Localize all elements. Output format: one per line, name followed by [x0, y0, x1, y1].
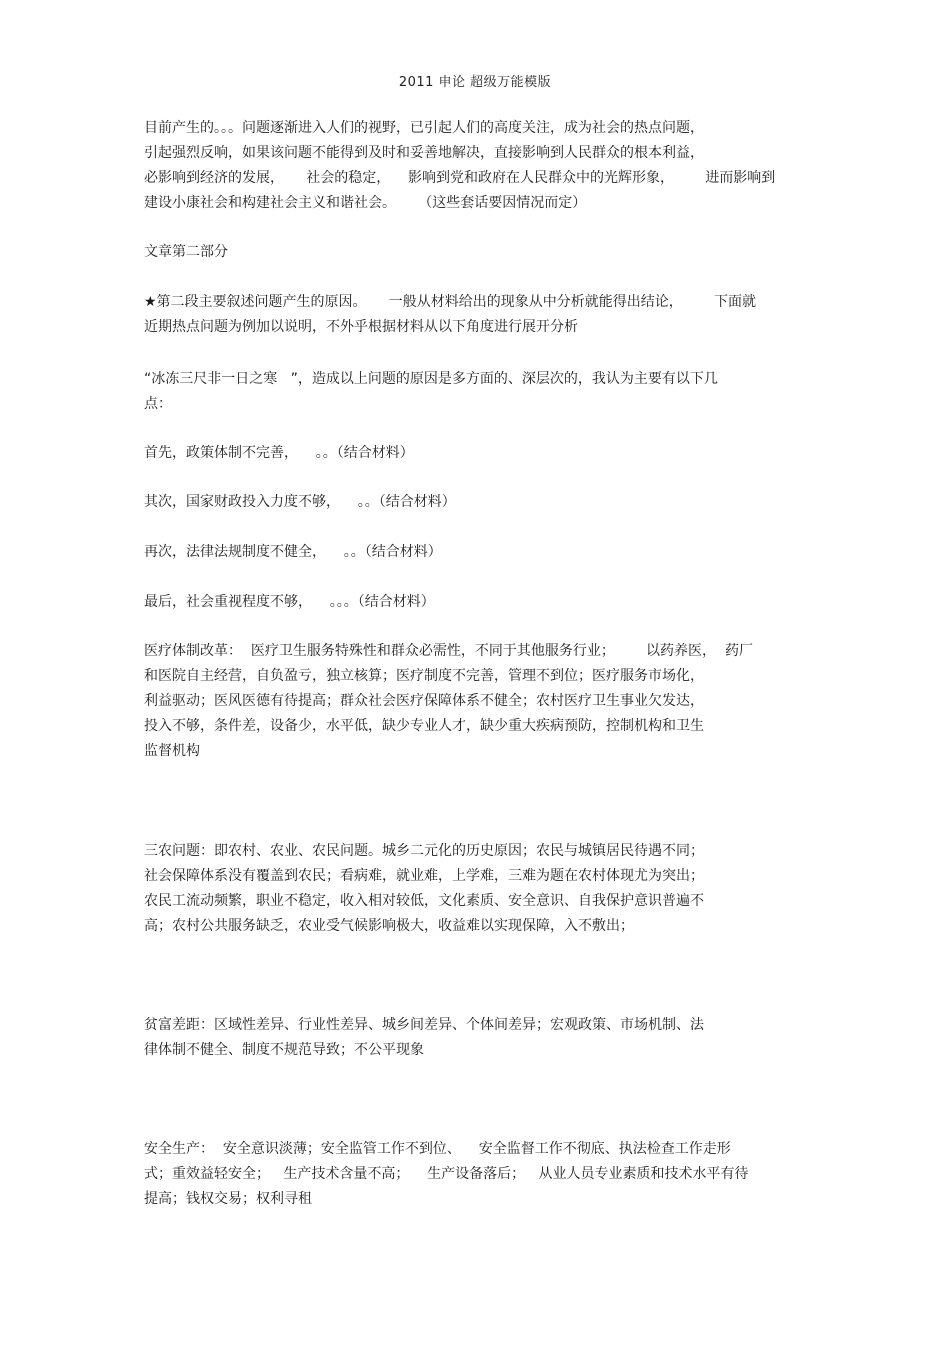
page-header: 2011 申论 超级万能模版: [398, 75, 552, 90]
text-line: 最后，社会重视程度不够， 。。。（结合材料）: [144, 594, 435, 610]
text-line: 贫富差距：区域性差异、行业性差异、城乡间差异、个体间差异；宏观政策、市场机制、法: [144, 1017, 704, 1033]
text-line: 必影响到经济的发展， 社会的稳定， 影响到党和政府在人民群众中的光辉形象， 进而影响到: [144, 170, 776, 186]
text-line: 文章第二部分: [144, 244, 228, 260]
safety-production-paragraph: [144, 1137, 814, 1212]
text-line: 安全生产： 安全意识淡薄；安全监管工作不到位、 安全监督工作不彻底、执法检查工作走形: [144, 1141, 731, 1157]
proverb-paragraph: [144, 367, 814, 417]
text-line: 社会保障体系没有覆盖到农民；看病难，就业难，上学难，三难为题在农村体现尤为突出；: [144, 868, 704, 884]
text-line: 医疗体制改革： 医疗卫生服务特殊性和群众必需性，不同于其他服务行业； 以药养医， 药厂: [144, 643, 753, 659]
text-line: 再次，法律法规制度不健全， 。。（结合材料）: [144, 544, 442, 560]
section-heading: [144, 240, 814, 265]
text-line: 高；农村公共服务缺乏，农业受气候影响极大，收益难以实现保障，入不敷出；: [144, 918, 634, 934]
fourth-reason: [144, 590, 814, 615]
text-line: 首先，政策体制不完善， 。。（结合材料）: [144, 445, 414, 461]
text-line: 提高；钱权交易；权利寻租: [144, 1191, 312, 1207]
text-line: 其次，国家财政投入力度不够， 。。（结合材料）: [144, 494, 456, 510]
text-line: 农民工流动频繁，职业不稳定，收入相对较低，文化素质、安全意识、自我保护意识普遍不: [144, 893, 704, 909]
second-reason: [144, 490, 814, 515]
first-reason: [144, 441, 814, 466]
third-reason: [144, 540, 814, 565]
text-line: 三农问题：即农村、农业、农民问题。城乡二元化的历史原因；农民与城镇居民待遇不同；: [144, 843, 704, 859]
text-line: 点：: [144, 396, 172, 412]
text-line: ★第二段主要叙述问题产生的原因。 一般从材料给出的现象从中分析就能得出结论， 下面就: [144, 294, 756, 310]
text-line: 利益驱动；医风医德有待提高；群众社会医疗保障体系不健全；农村医疗卫生事业欠发达，: [144, 693, 704, 709]
text-line: 式；重效益轻安全； 生产技术含量不高； 生产设备落后； 从业人员专业素质和技术水平有待: [144, 1166, 749, 1182]
three-rural-paragraph: [144, 839, 814, 939]
text-line: 目前产生的。。。问题逐渐进入人们的视野，已引起人们的高度关注，成为社会的热点问题，: [144, 120, 704, 136]
text-line: 监督机构: [144, 743, 200, 759]
text-line: 建设小康社会和构建社会主义和谐社会。 （这些套话要因情况而定）: [144, 195, 587, 211]
text-line: 引起强烈反响，如果该问题不能得到及时和妥善地解决，直接影响到人民群众的根本利益，: [144, 145, 704, 161]
text-line: 和医院自主经营，自负盈亏，独立核算；医疗制度不完善，管理不到位；医疗服务市场化，: [144, 668, 704, 684]
text-line: 律体制不健全、制度不规范导致；不公平现象: [144, 1042, 424, 1058]
cause-intro-paragraph: [144, 290, 814, 340]
wealth-gap-paragraph: [144, 1013, 814, 1063]
text-line: “冰冻三尺非一日之寒 ”，造成以上问题的原因是多方面的、深层次的，我认为主要有以下几: [144, 371, 718, 387]
medical-reform-paragraph: [144, 639, 814, 764]
intro-paragraph: [144, 116, 814, 216]
text-line: 近期热点问题为例加以说明，不外乎根据材料从以下角度进行展开分析: [144, 319, 578, 335]
text-line: 投入不够，条件差，设备少，水平低，缺少专业人才，缺少重大疾病预防，控制机构和卫生: [144, 718, 704, 734]
